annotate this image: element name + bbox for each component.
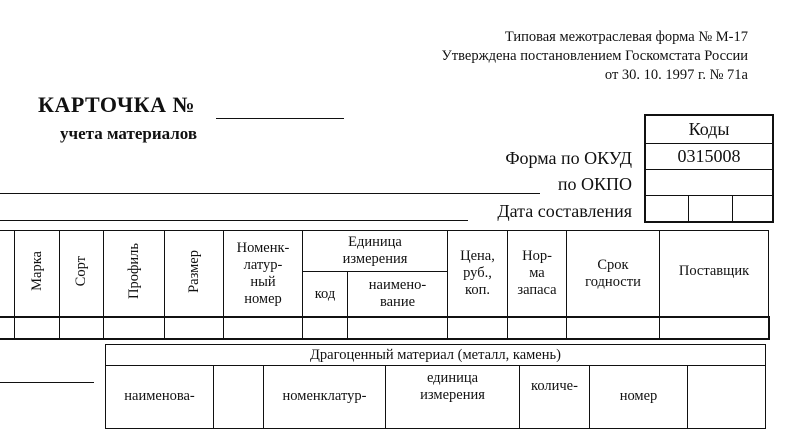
table-cell[interactable] xyxy=(567,317,660,339)
okpo-label: по ОКПО xyxy=(557,174,632,194)
card-subtitle: учета материалов xyxy=(60,124,198,143)
okud-code-value: 0315008 xyxy=(677,146,741,166)
col-shelf-life: Срок годности xyxy=(567,231,660,318)
table-cell[interactable] xyxy=(303,317,348,339)
table-cell[interactable] xyxy=(165,317,224,339)
col-supplier: Поставщик xyxy=(660,231,769,318)
precious-materials-table xyxy=(105,344,766,429)
table-cell[interactable] xyxy=(348,317,448,339)
table-cell[interactable] xyxy=(15,317,60,339)
col-precious-blank xyxy=(214,366,264,429)
col-unit-code: код xyxy=(303,272,348,318)
col-unit: Единица измерения xyxy=(303,231,448,272)
col-precious-quantity: количе- xyxy=(520,366,590,429)
okud-code-cell xyxy=(646,144,772,170)
okud-label: Форма по ОКУД xyxy=(505,148,632,168)
col-profile: Профиль xyxy=(104,231,165,318)
codes-box xyxy=(644,114,774,223)
approval-note: Утверждена постановлением Госкомстата России xyxy=(441,48,748,64)
col-precious-nomenclature: номенклатур- xyxy=(264,366,386,429)
col-precious-name: наименова- xyxy=(106,366,214,429)
col-price: Цена, руб., коп. xyxy=(448,231,508,318)
col-stock-norm: Нор- ма запаса xyxy=(508,231,567,318)
materials-table xyxy=(0,230,770,340)
table-cell[interactable] xyxy=(104,317,165,339)
col-unit-name: наимено- вание xyxy=(348,272,448,318)
department-field[interactable] xyxy=(0,220,468,221)
cut-column-header xyxy=(0,231,15,318)
table-cell[interactable] xyxy=(0,317,15,339)
col-precious-number: номер xyxy=(590,366,688,429)
col-precious-unit: единица измерения xyxy=(386,366,520,429)
organization-field[interactable] xyxy=(0,193,540,194)
table-row xyxy=(0,317,769,339)
approval-date-note: от 30. 10. 1997 г. № 71а xyxy=(604,67,748,83)
date-label: Дата составления xyxy=(497,201,632,221)
table-cell[interactable] xyxy=(60,317,104,339)
table-cell[interactable] xyxy=(224,317,303,339)
okpo-code-cell[interactable] xyxy=(646,170,772,196)
precious-materials-title: Драгоценный материал (металл, камень) xyxy=(106,345,766,366)
col-brand: Марка xyxy=(15,231,60,318)
form-type-note: Типовая межотраслевая форма № М-17 xyxy=(504,29,748,45)
table-cell[interactable] xyxy=(660,317,769,339)
date-code-divider xyxy=(688,196,689,221)
date-code-divider xyxy=(732,196,733,221)
signature-field[interactable] xyxy=(0,382,94,383)
card-title: КАРТОЧКА № xyxy=(38,92,196,117)
card-number-field[interactable] xyxy=(216,118,344,119)
table-cell[interactable] xyxy=(508,317,567,339)
col-nomenclature-number: Номенк- латур- ный номер xyxy=(224,231,303,318)
col-precious-extra xyxy=(688,366,766,429)
table-cell[interactable] xyxy=(448,317,508,339)
codes-header: Коды xyxy=(646,116,772,144)
col-size: Размер xyxy=(165,231,224,318)
col-grade: Сорт xyxy=(60,231,104,318)
